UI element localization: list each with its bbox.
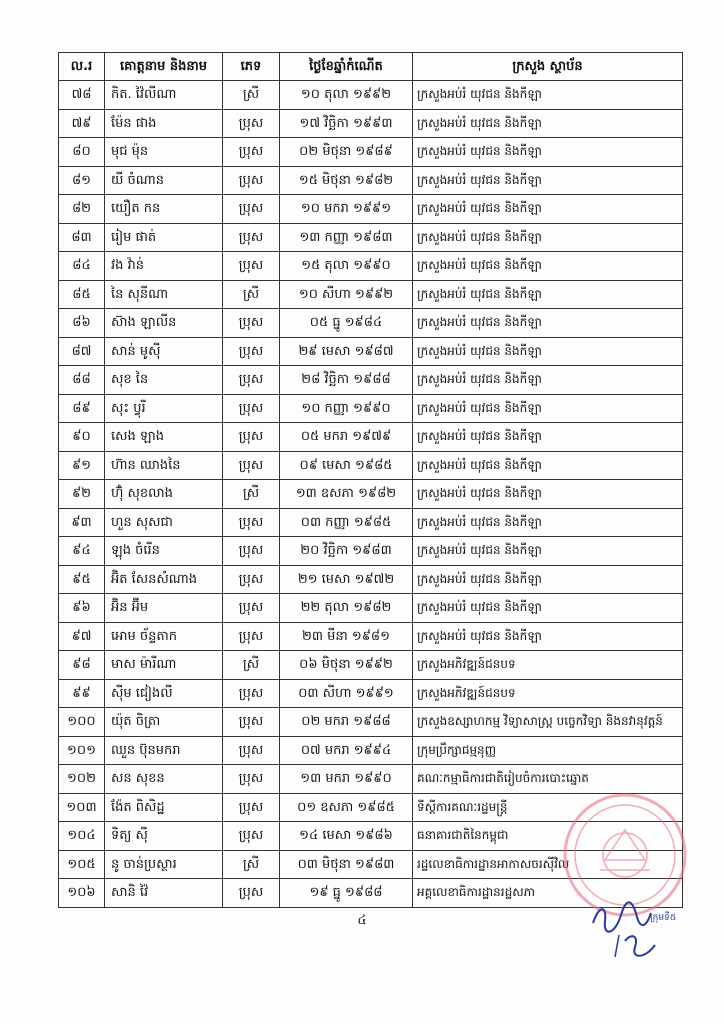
sex-cell: ប្រុស xyxy=(223,679,280,708)
sex-cell: ស្រី xyxy=(223,850,280,879)
row-number-cell: ៨៩ xyxy=(59,394,105,423)
table-header-row xyxy=(59,53,683,81)
ministry-institution-cell: ក្រសួងអប់រំ យុវជន និងកីឡា xyxy=(413,508,683,537)
ministry-institution-cell: ក្រសួងអប់រំ យុវជន និងកីឡា xyxy=(413,480,683,509)
signature-note: ក្រុមទី៥ xyxy=(650,913,677,923)
table-row xyxy=(59,309,683,338)
header-dob: ថ្ងៃខែឆ្នាំកំណើត xyxy=(280,53,413,81)
date-of-birth-cell: ២១ មេសា ១៩៧២ xyxy=(280,565,413,594)
table-row xyxy=(59,679,683,708)
ministry-institution-cell: ក្រសួងអប់រំ យុវជន និងកីឡា xyxy=(413,366,683,395)
header-name: គោត្តនាម និងនាម xyxy=(105,53,223,81)
table-row xyxy=(59,280,683,309)
table-row xyxy=(59,223,683,252)
sex-cell: ស្រី xyxy=(223,280,280,309)
table-row xyxy=(59,765,683,794)
full-name-cell: យឿត កន xyxy=(105,195,223,224)
header-sex: ភេទ xyxy=(223,53,280,81)
ministry-institution-cell: ក្រសួងអប់រំ យុវជន និងកីឡា xyxy=(413,109,683,138)
row-number-cell: ៩៧ xyxy=(59,622,105,651)
full-name-cell: ហ៊ុំ សុខលាង xyxy=(105,480,223,509)
full-name-cell: ស៊ាង ឡាលីន xyxy=(105,309,223,338)
table-row xyxy=(59,480,683,509)
sex-cell: ប្រុស xyxy=(223,765,280,794)
sex-cell: ប្រុស xyxy=(223,879,280,908)
date-of-birth-cell: ១០ សីហា ១៩៩២ xyxy=(280,280,413,309)
full-name-cell: សុខ នៃ xyxy=(105,366,223,395)
table-row xyxy=(59,651,683,680)
sex-cell: ប្រុស xyxy=(223,537,280,566)
ministry-institution-cell: ក្រុមប្រឹក្សាជម្មនុញ្ញ xyxy=(413,736,683,765)
table-row xyxy=(59,708,683,737)
date-of-birth-cell: ០៩ មេសា ១៩៨៥ xyxy=(280,451,413,480)
ministry-institution-cell: ក្រសួងអប់រំ យុវជន និងកីឡា xyxy=(413,280,683,309)
full-name-cell: យ៉ុត ចិត្រា xyxy=(105,708,223,737)
sex-cell: ប្រុស xyxy=(223,223,280,252)
date-of-birth-cell: ០៣ មិថុនា ១៩៨៣ xyxy=(280,850,413,879)
sex-cell: ប្រុស xyxy=(223,736,280,765)
row-number-cell: ៩០ xyxy=(59,423,105,452)
sex-cell: ប្រុស xyxy=(223,565,280,594)
ministry-institution-cell: ក្រសួងអប់រំ យុវជន និងកីឡា xyxy=(413,138,683,167)
sex-cell: ប្រុស xyxy=(223,366,280,395)
row-number-cell: ៩៩ xyxy=(59,679,105,708)
date-of-birth-cell: ១០ កញ្ញា ១៩៩០ xyxy=(280,394,413,423)
ministry-institution-cell: ក្រសួងអប់រំ យុវជន និងកីឡា xyxy=(413,252,683,281)
sex-cell: ស្រី xyxy=(223,81,280,110)
sex-cell: ស្រី xyxy=(223,480,280,509)
date-of-birth-cell: ១៤ មេសា ១៩៨៦ xyxy=(280,822,413,851)
sex-cell: ប្រុស xyxy=(223,508,280,537)
full-name-cell: សន សុខន xyxy=(105,765,223,794)
ministry-institution-cell: អគ្គលេខាធិការដ្ឋានរដ្ឋសភា xyxy=(413,879,683,908)
date-of-birth-cell: ១០ មករា ១៩៩១ xyxy=(280,195,413,224)
table-row xyxy=(59,451,683,480)
ministry-institution-cell: រដ្ឋលេខាធិការដ្ឋានអាកាសចរស៊ីវិល xyxy=(413,850,683,879)
date-of-birth-cell: ១៧ វិច្ឆិកា ១៩៩៣ xyxy=(280,109,413,138)
sex-cell: ប្រុស xyxy=(223,195,280,224)
date-of-birth-cell: ១៣ មករា ១៩៩០ xyxy=(280,765,413,794)
row-number-cell: ៧៨ xyxy=(59,81,105,110)
sex-cell: ប្រុស xyxy=(223,708,280,737)
row-number-cell: ១០៣ xyxy=(59,793,105,822)
table-row xyxy=(59,537,683,566)
date-of-birth-cell: ១៩ ធ្នូ ១៩៨៨ xyxy=(280,879,413,908)
sex-cell: ប្រុស xyxy=(223,594,280,623)
date-of-birth-cell: ២៩ មេសា ១៩៨៧ xyxy=(280,337,413,366)
row-number-cell: ៨៣ xyxy=(59,223,105,252)
date-of-birth-cell: ២០ វិច្ឆិកា ១៩៨៣ xyxy=(280,537,413,566)
table-row xyxy=(59,366,683,395)
ministry-institution-cell: គណៈកម្មាធិការជាតិរៀបចំការបោះឆ្នោត xyxy=(413,765,683,794)
ministry-institution-cell: ទីស្តីការគណៈរដ្ឋមន្ត្រី xyxy=(413,793,683,822)
sex-cell: ប្រុស xyxy=(223,451,280,480)
header-org: ក្រសួង ស្ថាប័ន xyxy=(413,53,683,81)
table-row xyxy=(59,138,683,167)
date-of-birth-cell: ០៧ មករា ១៩៩៤ xyxy=(280,736,413,765)
full-name-cell: វង វ៉ាន់ xyxy=(105,252,223,281)
date-of-birth-cell: ០២ មករា ១៩៨៨ xyxy=(280,708,413,737)
sex-cell: ប្រុស xyxy=(223,793,280,822)
sex-cell: ប្រុស xyxy=(223,109,280,138)
full-name-cell: នូ ចាន់ប្រស្ថារ xyxy=(105,850,223,879)
sex-cell: ប្រុស xyxy=(223,394,280,423)
ministry-institution-cell: ក្រសួងអប់រំ យុវជន និងកីឡា xyxy=(413,394,683,423)
table-row xyxy=(59,195,683,224)
date-of-birth-cell: ២៣ មីនា ១៩៨១ xyxy=(280,622,413,651)
date-of-birth-cell: ១០ តុលា ១៩៩២ xyxy=(280,81,413,110)
row-number-cell: ១០៤ xyxy=(59,822,105,851)
date-of-birth-cell: ០២ មិថុនា ១៩៨៩ xyxy=(280,138,413,167)
row-number-cell: ៩៤ xyxy=(59,537,105,566)
sex-cell: ប្រុស xyxy=(223,822,280,851)
full-name-cell: ហួន សុសជា xyxy=(105,508,223,537)
date-of-birth-cell: ០៦ មិថុនា ១៩៩២ xyxy=(280,651,413,680)
table-row xyxy=(59,622,683,651)
sex-cell: ប្រុស xyxy=(223,309,280,338)
sex-cell: ប្រុស xyxy=(223,138,280,167)
table-row xyxy=(59,252,683,281)
page-number: ៤ xyxy=(357,913,367,928)
date-of-birth-cell: ០៥ ធ្នូ ១៩៨៤ xyxy=(280,309,413,338)
sex-cell: ប្រុស xyxy=(223,423,280,452)
date-of-birth-cell: ០៣ កញ្ញា ១៩៨៥ xyxy=(280,508,413,537)
table-row xyxy=(59,508,683,537)
row-number-cell: ៨០ xyxy=(59,138,105,167)
full-name-cell: អោម ច័ន្ទតាក xyxy=(105,622,223,651)
ministry-institution-cell: ក្រសួងអប់រំ យុវជន និងកីឡា xyxy=(413,81,683,110)
full-name-cell: នៃ សុនីណា xyxy=(105,280,223,309)
date-of-birth-cell: ០៥ មករា ១៩៧៩ xyxy=(280,423,413,452)
full-name-cell: សេង ឡាង xyxy=(105,423,223,452)
row-number-cell: ១០៦ xyxy=(59,879,105,908)
sex-cell: ប្រុស xyxy=(223,166,280,195)
full-name-cell: ស៊ីម ជៀងលី xyxy=(105,679,223,708)
full-name-cell: រៀម ផាត់ xyxy=(105,223,223,252)
full-name-cell: ម៉ែន ផាង xyxy=(105,109,223,138)
row-number-cell: ១០០ xyxy=(59,708,105,737)
full-name-cell: សានិ វ៉ៃ xyxy=(105,879,223,908)
ministry-institution-cell: ក្រសួងអប់រំ យុវជន និងកីឡា xyxy=(413,195,683,224)
table-row xyxy=(59,594,683,623)
row-number-cell: ១០២ xyxy=(59,765,105,794)
date-of-birth-cell: ១៥ តុលា ១៩៩០ xyxy=(280,252,413,281)
ministry-institution-cell: ក្រសួងអប់រំ យុវជន និងកីឡា xyxy=(413,565,683,594)
ministry-institution-cell: ក្រសួងអប់រំ យុវជន និងកីឡា xyxy=(413,309,683,338)
table-row xyxy=(59,736,683,765)
ministry-institution-cell: ក្រសួងអប់រំ យុវជន និងកីឡា xyxy=(413,223,683,252)
date-of-birth-cell: ២២ តុលា ១៩៨២ xyxy=(280,594,413,623)
ministry-institution-cell: ធនាគារជាតិនៃកម្ពុជា xyxy=(413,822,683,851)
date-of-birth-cell: ១៣ ឧសភា ១៩៨២ xyxy=(280,480,413,509)
full-name-cell: កិត. វ៉ៃលីណា xyxy=(105,81,223,110)
date-of-birth-cell: ១៣ កញ្ញា ១៩៨៣ xyxy=(280,223,413,252)
personnel-table xyxy=(58,52,683,908)
row-number-cell: ៨៧ xyxy=(59,337,105,366)
row-number-cell: ៨៥ xyxy=(59,280,105,309)
full-name-cell: ង៉ែត ពិសិដ្ឋ xyxy=(105,793,223,822)
date-of-birth-cell: ០១ ឧសភា ១៩៨៥ xyxy=(280,793,413,822)
sex-cell: ប្រុស xyxy=(223,337,280,366)
row-number-cell: ៧៩ xyxy=(59,109,105,138)
sex-cell: ស្រី xyxy=(223,651,280,680)
row-number-cell: ១០១ xyxy=(59,736,105,765)
row-number-cell: ៨១ xyxy=(59,166,105,195)
row-number-cell: ៩៣ xyxy=(59,508,105,537)
full-name-cell: មុជ ម៉ុន xyxy=(105,138,223,167)
sex-cell: ប្រុស xyxy=(223,622,280,651)
ministry-institution-cell: ក្រសួងអប់រំ យុវជន និងកីឡា xyxy=(413,622,683,651)
table-row xyxy=(59,109,683,138)
ministry-institution-cell: ក្រសួងអប់រំ យុវជន និងកីឡា xyxy=(413,537,683,566)
full-name-cell: អ៊ិត សែនសំណាង xyxy=(105,565,223,594)
table-row xyxy=(59,81,683,110)
row-number-cell: ១០៥ xyxy=(59,850,105,879)
ministry-institution-cell: ក្រសួងអប់រំ យុវជន និងកីឡា xyxy=(413,337,683,366)
full-name-cell: ឡុង ចំរើន xyxy=(105,537,223,566)
ministry-institution-cell: ក្រសួងអប់រំ យុវជន និងកីឡា xyxy=(413,451,683,480)
full-name-cell: អ៊ិន អ៊ីម xyxy=(105,594,223,623)
ministry-institution-cell: ក្រសួងអប់រំ យុវជន និងកីឡា xyxy=(413,166,683,195)
row-number-cell: ៨៤ xyxy=(59,252,105,281)
ministry-institution-cell: ក្រសួងអប់រំ យុវជន និងកីឡា xyxy=(413,594,683,623)
sex-cell: ប្រុស xyxy=(223,252,280,281)
full-name-cell: សុះ ប្វុរី xyxy=(105,394,223,423)
full-name-cell: ហ៊ាន ឈាងនៃ xyxy=(105,451,223,480)
ministry-institution-cell: ក្រសួងអភិវឌ្ឍន៍ជនបទ xyxy=(413,679,683,708)
row-number-cell: ៩៦ xyxy=(59,594,105,623)
ministry-institution-cell: ក្រសួងអប់រំ យុវជន និងកីឡា xyxy=(413,423,683,452)
row-number-cell: ៨៨ xyxy=(59,366,105,395)
ministry-institution-cell: ក្រសួងអភិវឌ្ឍន៍ជនបទ xyxy=(413,651,683,680)
table-row xyxy=(59,166,683,195)
date-of-birth-cell: ១៥ មិថុនា ១៩៨២ xyxy=(280,166,413,195)
row-number-cell: ៩៥ xyxy=(59,565,105,594)
row-number-cell: ៩២ xyxy=(59,480,105,509)
full-name-cell: យី ចំណាន xyxy=(105,166,223,195)
table-row xyxy=(59,423,683,452)
table-row xyxy=(59,565,683,594)
table-row xyxy=(59,337,683,366)
date-of-birth-cell: ២៨ វិច្ឆិកា ១៩៨៨ xyxy=(280,366,413,395)
ministry-institution-cell: ក្រសួងឧស្សាហកម្ម វិទ្យាសាស្ត្រ បច្ចេកវិទ្យា និងនវានុវត្តន៍ xyxy=(413,708,683,737)
full-name-cell: មាស ម៉ារីណា xyxy=(105,651,223,680)
date-of-birth-cell: ០៣ សីហា ១៩៩១ xyxy=(280,679,413,708)
row-number-cell: ៩១ xyxy=(59,451,105,480)
full-name-cell: ឈួន ប៊ុនមករា xyxy=(105,736,223,765)
table-row xyxy=(59,394,683,423)
row-number-cell: ៨៦ xyxy=(59,309,105,338)
table-body xyxy=(59,81,683,908)
full-name-cell: ទិត្យ ស៊ី xyxy=(105,822,223,851)
header-no: ល.រ xyxy=(59,53,105,81)
full-name-cell: សាន់ មូស៊ី xyxy=(105,337,223,366)
row-number-cell: ៩៨ xyxy=(59,651,105,680)
row-number-cell: ៨២ xyxy=(59,195,105,224)
